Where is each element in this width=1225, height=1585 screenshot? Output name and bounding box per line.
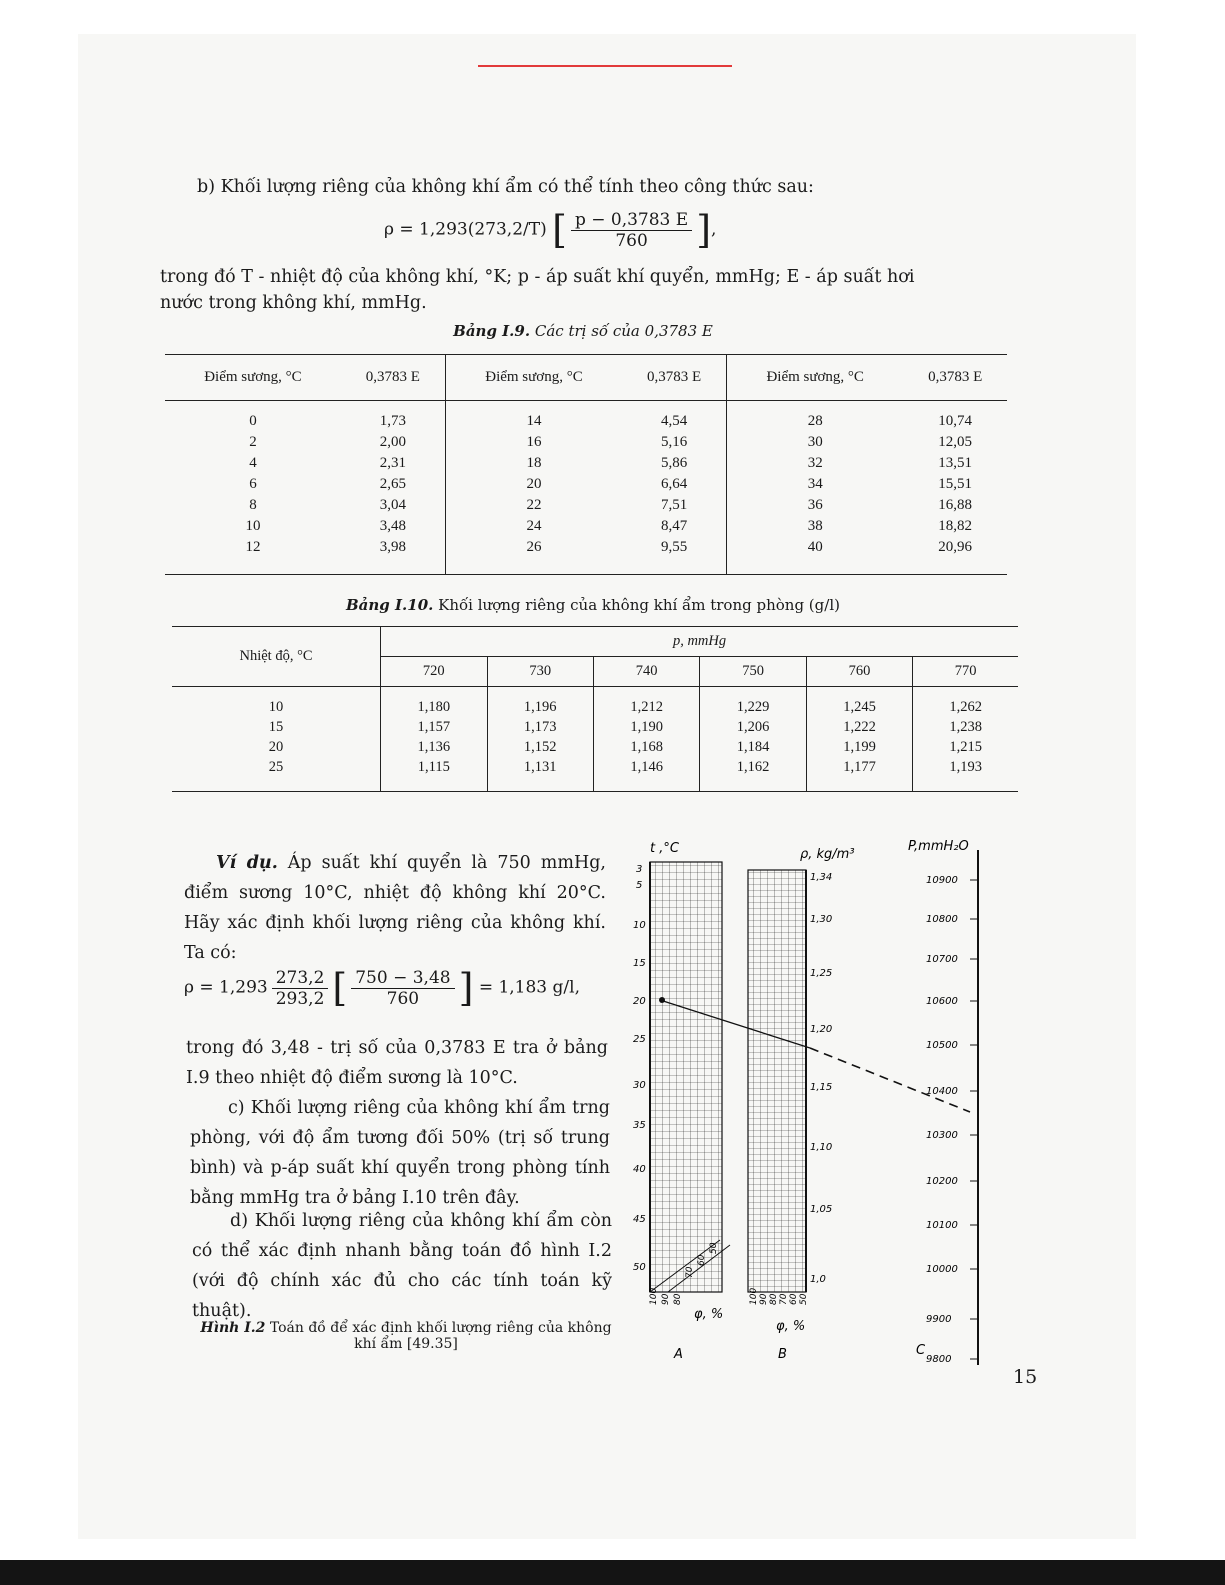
svg-text:60: 60: [697, 1254, 707, 1266]
svg-text:3: 3: [636, 864, 643, 875]
t10-col-730: 1,196 1,173 1,152 1,131: [487, 687, 593, 792]
page-number: 15: [1013, 1366, 1038, 1388]
t10-col-760: 1,245 1,222 1,199 1,177: [806, 687, 912, 792]
example-paragraph: [184, 848, 606, 968]
scale-a-grid: [650, 862, 730, 1292]
svg-text:1,30: 1,30: [810, 914, 833, 925]
scale-a-phi-axis: φ, %: [694, 1307, 724, 1322]
svg-text:1,15: 1,15: [810, 1082, 833, 1093]
density-formula: ρ = 1,293(273,2/T) [ $\frac{p - 0,3783 E}{760}$ ],: [384, 208, 717, 252]
t9-header: 0,3783 E: [622, 355, 727, 401]
svg-text:70: 70: [779, 1293, 789, 1305]
section-b-lead: b) Khối lượng riêng của không khí ẩm có thể tính theo công thức sau:: [197, 177, 814, 197]
svg-text:20: 20: [633, 996, 646, 1007]
section-d-paragraph: d) Khối lượng riêng của không khí ẩm còn có thể xác định nhanh bằng toán đồ hình I.2 (với độ chính xác đủ cho các tính toán kỹ thuật).: [192, 1211, 612, 1321]
t10-col-temp: 10 15 20 25: [172, 687, 381, 792]
example-after: trong đó 3,48 - trị số của 0,3783 E tra ở bảng I.9 theo nhiệt độ điểm sương là 10°C.: [186, 1038, 608, 1088]
svg-text:10: 10: [633, 920, 646, 931]
svg-text:1,05: 1,05: [810, 1204, 833, 1215]
svg-text:50: 50: [799, 1293, 809, 1305]
svg-text:5: 5: [636, 880, 643, 891]
t9-col-dewpoint: 28 30 32 34 36 38 40: [727, 401, 904, 575]
svg-text:10100: 10100: [926, 1220, 958, 1231]
svg-text:9900: 9900: [926, 1314, 952, 1325]
svg-text:50: 50: [709, 1242, 719, 1254]
t10-pressure: 720: [381, 657, 487, 687]
formula-denominator: 760: [615, 230, 648, 251]
scale-c-ticks: [926, 875, 958, 1365]
t9-header: Điểm sương, °C: [165, 355, 341, 401]
svg-text:15: 15: [633, 958, 646, 969]
table-110: [172, 626, 1018, 792]
scale-c-title: P,mmH₂O: [908, 839, 969, 854]
svg-text:10600: 10600: [926, 996, 958, 1007]
svg-text:1,25: 1,25: [810, 968, 833, 979]
svg-text:80: 80: [673, 1293, 683, 1305]
svg-text:90: 90: [661, 1293, 671, 1305]
bottom-bar: [0, 1560, 1225, 1585]
t10-row-header: Nhiệt độ, °C: [172, 627, 381, 687]
table-19: [165, 354, 1007, 575]
t10-pressure: 730: [487, 657, 593, 687]
svg-text:10300: 10300: [926, 1130, 958, 1141]
svg-text:90: 90: [759, 1293, 769, 1305]
red-underline: [478, 65, 732, 67]
svg-text:10400: 10400: [926, 1086, 958, 1097]
scale-b-grid: [748, 870, 806, 1292]
svg-text:45: 45: [633, 1214, 646, 1225]
t10-group-header: p, mmHg: [381, 627, 1018, 657]
svg-text:70: 70: [685, 1266, 695, 1278]
svg-text:60: 60: [789, 1293, 799, 1305]
formula-lhs: ρ = 1,293(273,2/T): [384, 219, 547, 240]
where-line-2: nước trong không khí, mmHg.: [160, 293, 427, 313]
scale-b-letter: B: [778, 1347, 787, 1362]
svg-text:35: 35: [633, 1120, 646, 1131]
table-110-caption: Bảng I.10. Khối lượng riêng của không khí ẩm trong phòng (g/l): [346, 596, 840, 614]
t9-col-value: 4,54 5,16 5,86 6,64 7,51 8,47 9,55: [622, 401, 727, 575]
t9-header: Điểm sương, °C: [727, 355, 904, 401]
t10-col-740: 1,212 1,190 1,168 1,146: [593, 687, 699, 792]
t10-pressure: 750: [700, 657, 806, 687]
svg-text:10900: 10900: [926, 875, 958, 886]
scale-c-tickmarks: [970, 880, 978, 1359]
svg-text:100: 100: [749, 1287, 759, 1305]
t10-pressure: 740: [593, 657, 699, 687]
svg-text:10700: 10700: [926, 954, 958, 965]
svg-text:30: 30: [633, 1080, 646, 1091]
scale-a-ticks: [633, 864, 646, 1273]
figure-caption: Hình I.2 Toán đồ để xác định khối lượng riêng của không khí ẩm [49.35]: [200, 1320, 612, 1352]
svg-text:1,20: 1,20: [810, 1024, 833, 1035]
t10-pressure: 760: [806, 657, 912, 687]
t9-col-dewpoint: 0 2 4 6 8 10 12: [165, 401, 341, 575]
svg-text:10000: 10000: [926, 1264, 958, 1275]
nomogram: [620, 830, 1020, 1375]
svg-text:80: 80: [769, 1293, 779, 1305]
t9-header: 0,3783 E: [903, 355, 1007, 401]
t10-col-750: 1,229 1,206 1,184 1,162: [700, 687, 806, 792]
construction-line-dashed: [810, 1048, 970, 1112]
scale-a-title: t ,°C: [650, 841, 679, 856]
t10-pressure: 770: [913, 657, 1018, 687]
scale-c-letter: C: [916, 1343, 926, 1358]
t9-header: 0,3783 E: [341, 355, 446, 401]
t10-col-720: 1,180 1,157 1,136 1,115: [381, 687, 487, 792]
t9-col-value: 1,73 2,00 2,31 2,65 3,04 3,48 3,98: [341, 401, 446, 575]
svg-text:10500: 10500: [926, 1040, 958, 1051]
scale-b-title: ρ, kg/m³: [800, 847, 855, 862]
scale-b-ticks: [810, 872, 832, 1285]
example-text: Áp suất khí quyển là 750 mmHg, điểm sương 10°C, nhiệt độ không khí 20°C. Hãy xác định khối lượng riêng của không khí. Ta có:: [184, 853, 606, 963]
svg-text:1,0: 1,0: [810, 1274, 826, 1285]
scale-b-phi-axis: φ, %: [776, 1319, 806, 1334]
section-c-paragraph: c) Khối lượng riêng của không khí ẩm trng phòng, với độ ẩm tương đối 50% (trị số trung bình) và p-áp suất khí quyển trong phòng tính bằng mmHg tra ở bảng I.10 trên đây.: [190, 1098, 610, 1208]
t9-col-dewpoint: 14 16 18 20 22 24 26: [445, 401, 622, 575]
where-line-1: trong đó T - nhiệt độ của không khí, °K; p - áp suất khí quyển, mmHg; E - áp suất hơi: [160, 267, 915, 287]
svg-text:25: 25: [633, 1034, 646, 1045]
scale-a-letter: A: [674, 1347, 683, 1362]
table-19-caption: Bảng I.9. Các trị số của 0,3783 E: [453, 322, 713, 340]
t9-col-value: 10,74 12,05 13,51 15,51 16,88 18,82 20,96: [903, 401, 1007, 575]
example-formula: ρ = 1,293 $\frac{273,2}{293,2}$ [ $\frac{750 - 3,48}{760}$ ] = 1,183 g/l,: [184, 966, 580, 1010]
construction-point: [659, 997, 665, 1003]
svg-text:10800: 10800: [926, 914, 958, 925]
svg-text:100: 100: [649, 1287, 659, 1305]
t10-col-770: 1,262 1,238 1,215 1,193: [913, 687, 1018, 792]
svg-text:1,34: 1,34: [810, 872, 833, 883]
svg-text:50: 50: [633, 1262, 646, 1273]
svg-text:9800: 9800: [926, 1354, 952, 1365]
t9-header: Điểm sương, °C: [445, 355, 622, 401]
svg-text:40: 40: [633, 1164, 646, 1175]
svg-text:10200: 10200: [926, 1176, 958, 1187]
formula-numerator: p − 0,3783 E: [571, 210, 692, 231]
example-lead: Ví dụ.: [216, 853, 278, 873]
svg-text:1,10: 1,10: [810, 1142, 833, 1153]
